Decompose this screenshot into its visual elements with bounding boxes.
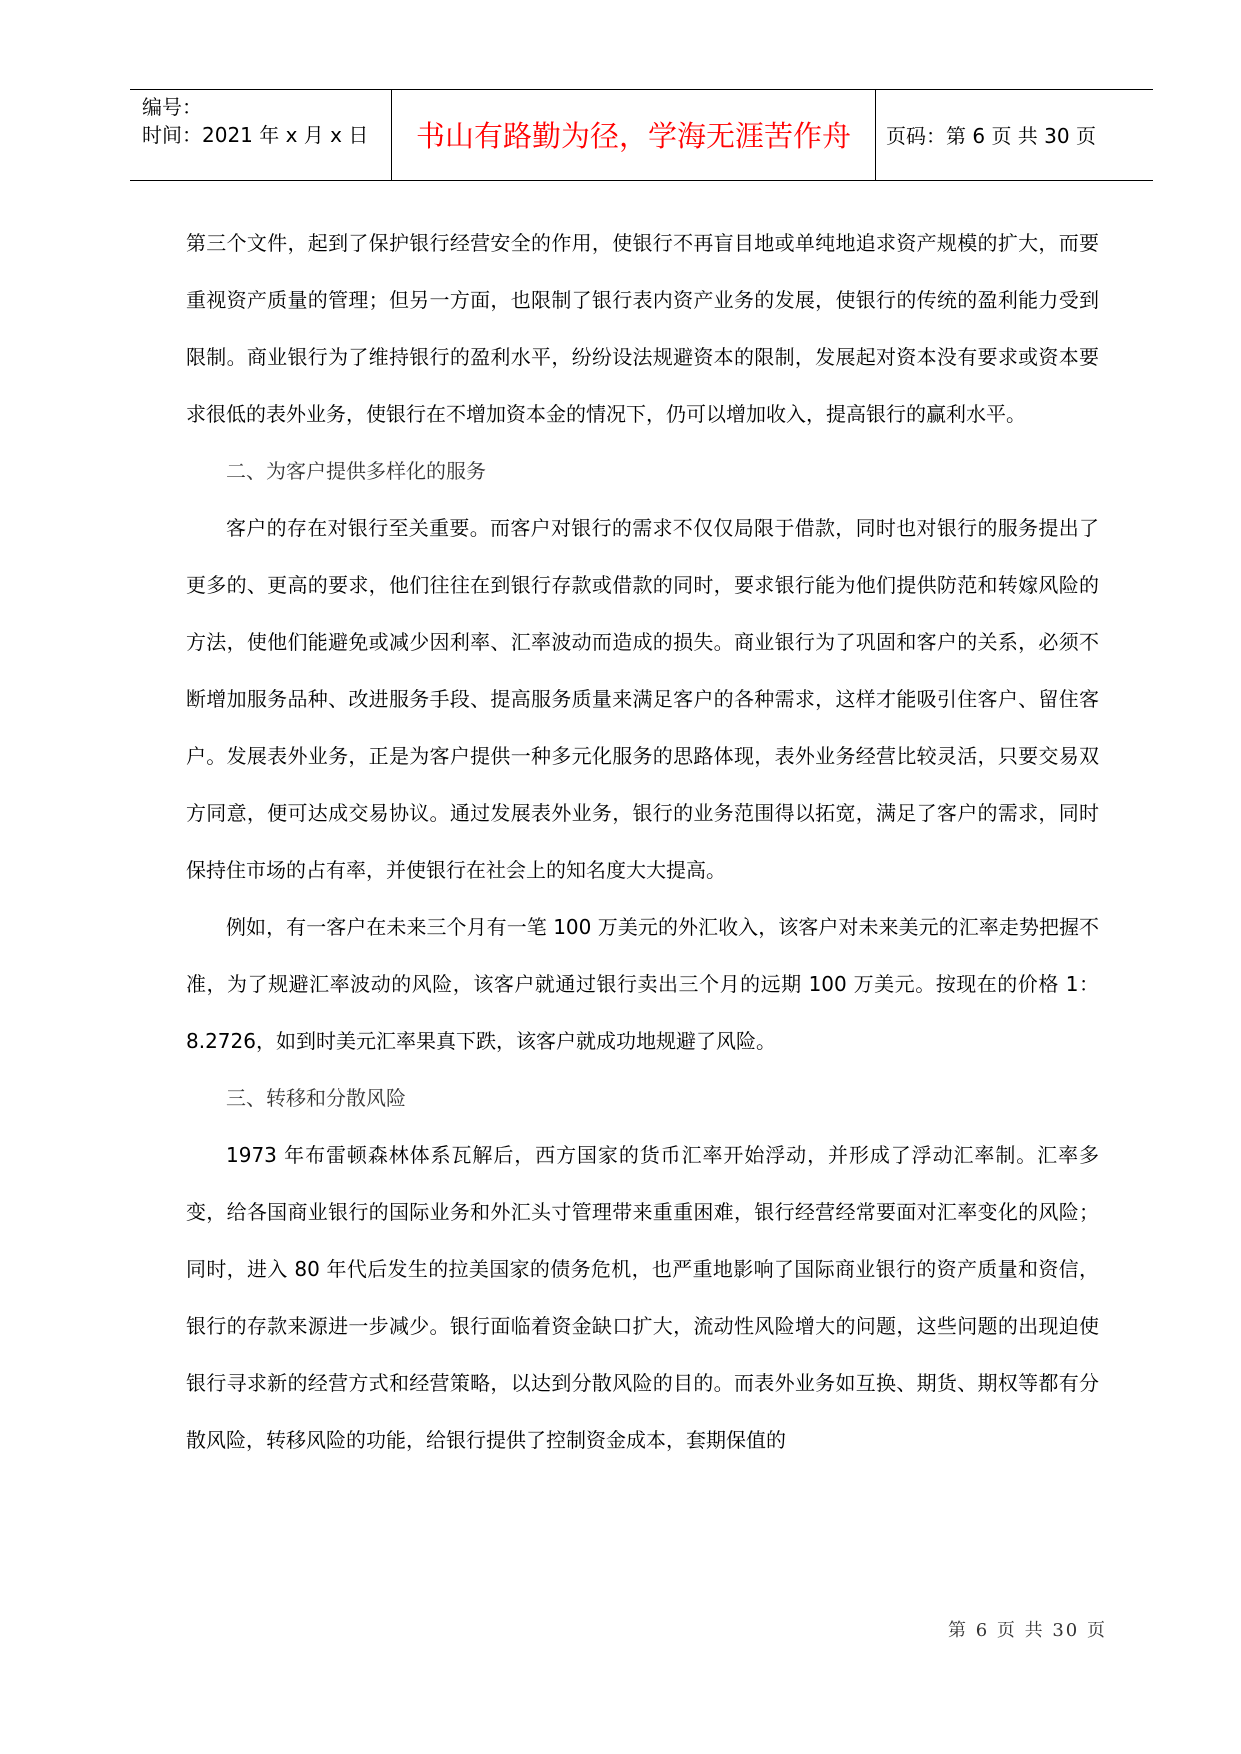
document-header xyxy=(130,89,1153,181)
document-body xyxy=(186,215,1099,1469)
header-page-code: 页码：第 6 页 共 30 页 xyxy=(886,124,1096,148)
paragraph-2: 客户的存在对银行至关重要。而客户对银行的需求不仅仅局限于借款，同时也对银行的服务提出了更多的、更高的要求，他们往往在到银行存款或借款的同时，要求银行能为他们提供防范和转嫁风险的方法，使他们能避免或减少因利率、汇率波动而造成的损失。商业银行为了巩固和客户的关系，必须不断增加服务品种、改进服务手段、提高服务质量来满足客户的各种需求，这样才能吸引住客户、留住客户。发展表外业务，正是为客户提供一种多元化服务的思路体现，表外业务经营比较灵活，只要交易双方同意，便可达成交易协议。通过发展表外业务，银行的业务范围得以拓宽，满足了客户的需求，同时保持住市场的占有率，并使银行在社会上的知名度大大提高。 xyxy=(186,516,1099,882)
section-heading-2: 二、为客户提供多样化的服务 xyxy=(226,459,486,483)
paragraph-1: 第三个文件，起到了保护银行经营安全的作用，使银行不再盲目地或单纯地追求资产规模的扩大，而要重视资产质量的管理；但另一方面，也限制了银行表内资产业务的发展，使银行的传统的盈利能力受到限制。商业银行为了维持银行的盈利水平，纷纷设法规避资本的限制，发展起对资本没有要求或资本要求很低的表外业务，使银行在不增加资本金的情况下，仍可以增加收入，提高银行的赢利水平。 xyxy=(186,231,1099,426)
paragraph-3: 例如，有一客户在未来三个月有一笔 100 万美元的外汇收入，该客户对未来美元的汇率走势把握不准，为了规避汇率波动的风险，该客户就通过银行卖出三个月的远期 100 万美元。按现在的价格 1：8.2726，如到时美元汇率果真下跌，该客户就成功地规避了风险。 xyxy=(186,915,1099,1053)
document-number-label: 编号： xyxy=(142,95,202,119)
header-meta xyxy=(130,90,392,180)
section-heading-3: 三、转移和分散风险 xyxy=(226,1086,406,1110)
paragraph-4: 1973 年布雷顿森林体系瓦解后，西方国家的货币汇率开始浮动，并形成了浮动汇率制。汇率多变，给各国商业银行的国际业务和外汇头寸管理带来重重困难，银行经营经常要面对汇率变化的风险；同时，进入 80 年代后发生的拉美国家的债务危机，也严重地影响了国际商业银行的资产质量和资信，银行的存款来源进一步减少。银行面临着资金缺口扩大，流动性风险增大的问题，这些问题的出现迫使银行寻求新的经营方式和经营策略，以达到分散风险的目的。而表外业务如互换、期货、期权等都有分散风险，转移风险的功能，给银行提供了控制资金成本，套期保值的 xyxy=(186,1143,1099,1452)
header-motto: 书山有路勤为径，学海无涯苦作舟 xyxy=(392,90,876,180)
document-time-label: 时间：2021 年 x 月 x 日 xyxy=(142,123,369,147)
page-footer: 第 6 页 共 30 页 xyxy=(948,1620,1107,1641)
